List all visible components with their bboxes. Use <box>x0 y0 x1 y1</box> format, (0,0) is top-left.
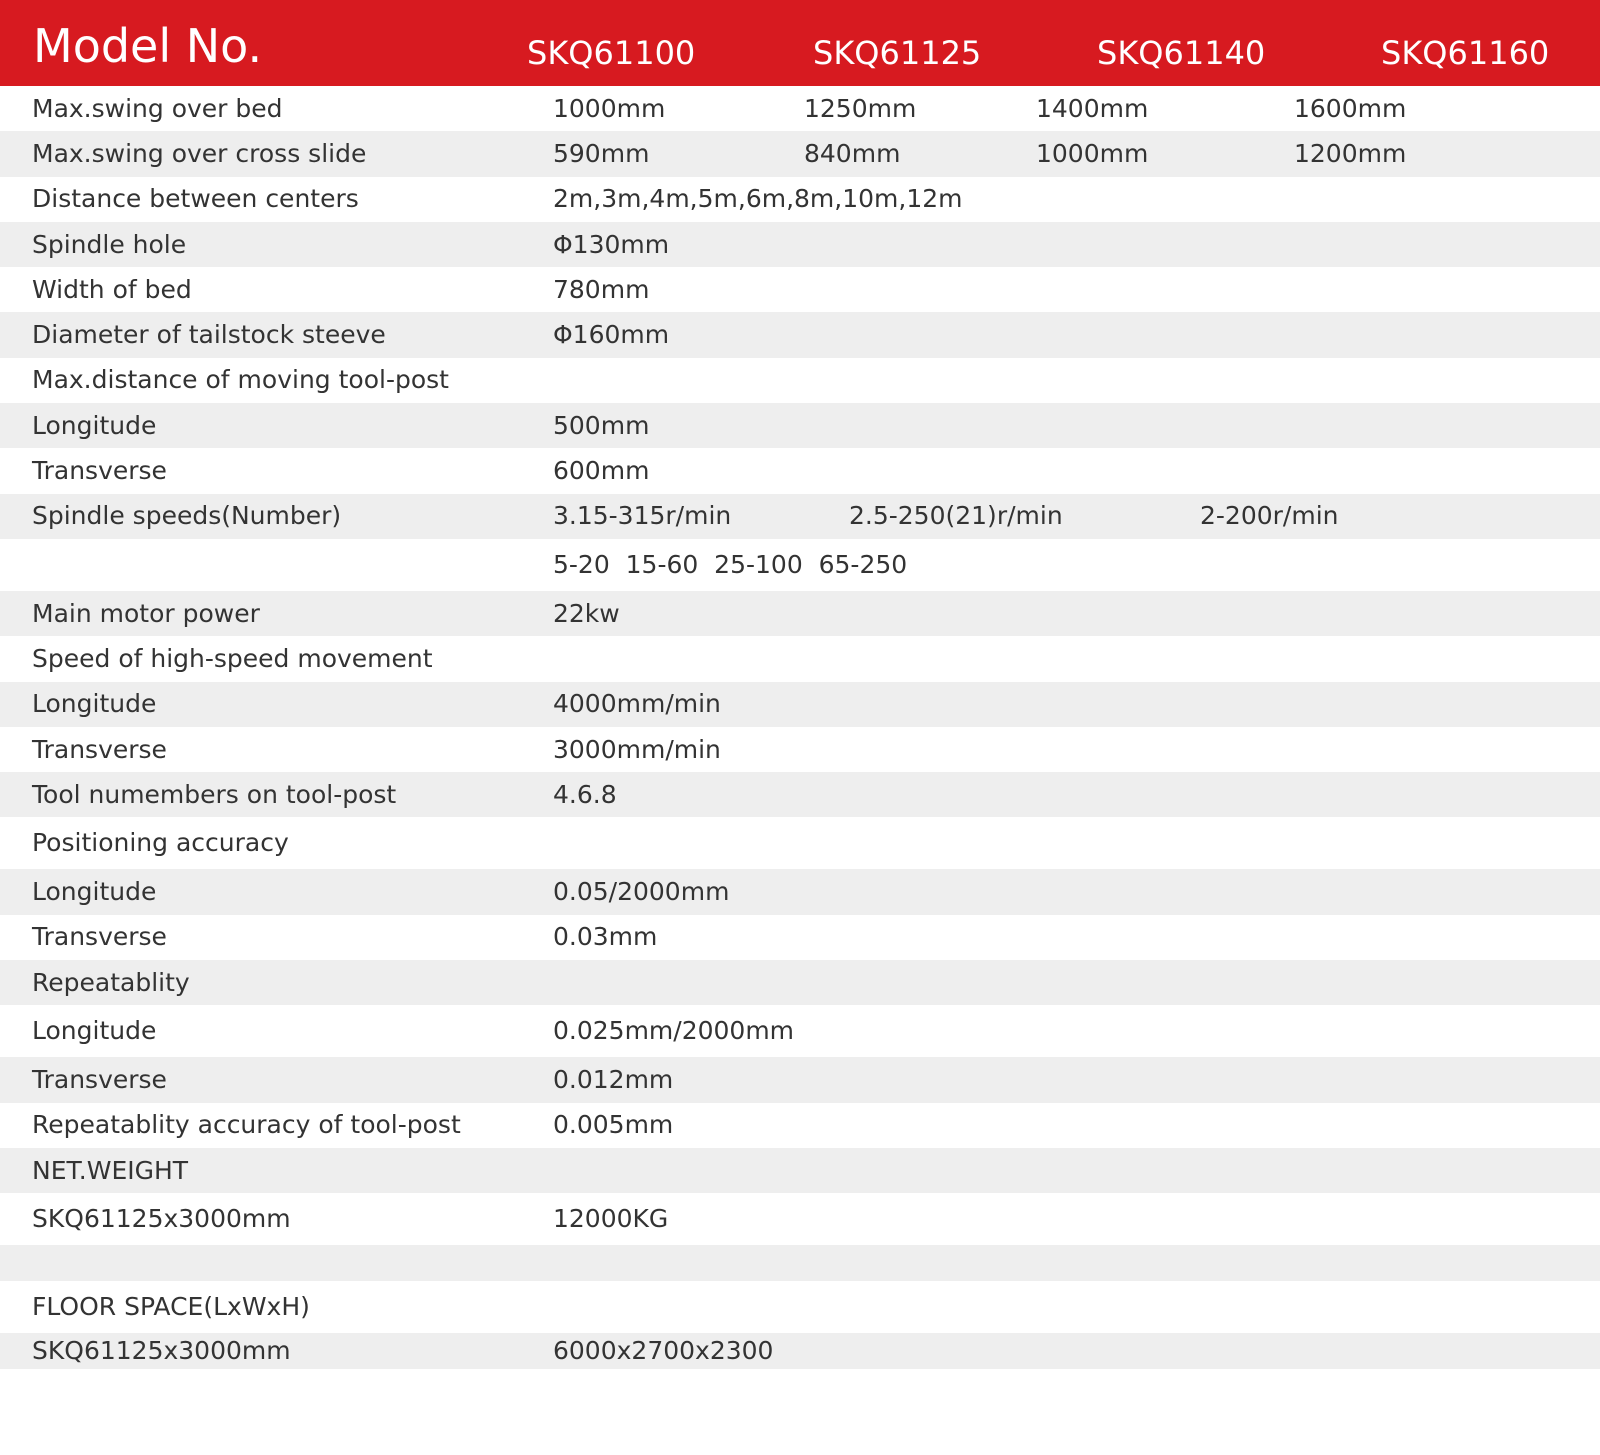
row-value: 1400mm <box>1036 93 1149 123</box>
row-value: 2.5-250(21)r/min <box>849 501 1063 531</box>
table-row <box>0 358 1600 403</box>
row-label: Longitude <box>32 877 157 907</box>
row-label: Max.distance of moving tool-post <box>32 365 449 395</box>
row-value: 590mm <box>553 138 650 168</box>
table-row <box>0 222 1600 267</box>
row-label: Max.swing over bed <box>32 93 283 123</box>
row-label: Transverse <box>32 456 167 486</box>
row-value: 0.005mm <box>553 1110 674 1140</box>
table-row <box>0 682 1600 727</box>
table-row <box>0 312 1600 357</box>
row-value: 500mm <box>553 410 650 440</box>
table-row <box>0 86 1600 131</box>
row-value: 2m,3m,4m,5m,6m,8m,10m,12m <box>553 184 963 214</box>
table-row <box>0 1005 1600 1057</box>
spec-table <box>0 86 1600 1369</box>
table-row <box>0 636 1600 681</box>
row-label: Positioning accuracy <box>32 828 289 858</box>
row-label: Longitude <box>32 410 157 440</box>
row-label: Tool numembers on tool-post <box>32 779 397 809</box>
row-label: Spindle speeds(Number) <box>32 501 342 531</box>
row-value: 3.15-315r/min <box>553 501 732 531</box>
row-label: Distance between centers <box>32 184 359 214</box>
table-row <box>0 494 1600 539</box>
row-label: Longitude <box>32 1016 157 1046</box>
row-label: Max.swing over cross slide <box>32 138 367 168</box>
table-row <box>0 1057 1600 1102</box>
table-row <box>0 1193 1600 1245</box>
row-label: Spindle hole <box>32 229 187 259</box>
model-no-heading: Model No. <box>33 19 263 73</box>
row-label: Repeatablity accuracy of tool-post <box>32 1110 461 1140</box>
row-value: 0.025mm/2000mm <box>553 1016 795 1046</box>
table-row <box>0 448 1600 493</box>
table-row <box>0 177 1600 222</box>
table-row <box>0 1281 1600 1333</box>
row-value: 840mm <box>804 138 901 168</box>
row-value: 12000KG <box>553 1204 669 1234</box>
row-value: 4.6.8 <box>553 779 617 809</box>
model-skq61100: SKQ61100 <box>527 34 696 72</box>
table-header <box>0 0 1600 86</box>
table-row <box>0 1245 1600 1281</box>
row-value: 1200mm <box>1294 138 1407 168</box>
row-value: Φ130mm <box>553 229 670 259</box>
row-label: SKQ61125x3000mm <box>32 1336 291 1366</box>
row-value: 2-200r/min <box>1200 501 1339 531</box>
row-label: Transverse <box>32 922 167 952</box>
row-label: Repeatablity <box>32 967 190 997</box>
row-value: 0.012mm <box>553 1064 674 1094</box>
row-label: Transverse <box>32 1064 167 1094</box>
row-label: Transverse <box>32 734 167 764</box>
table-row <box>0 817 1600 869</box>
row-value: 600mm <box>553 456 650 486</box>
row-value: 1600mm <box>1294 93 1407 123</box>
table-row <box>0 1148 1600 1193</box>
row-value: 5-20 15-60 25-100 65-250 <box>553 549 908 579</box>
table-row <box>0 915 1600 960</box>
model-skq61160: SKQ61160 <box>1381 34 1550 72</box>
row-value: Φ160mm <box>553 320 670 350</box>
table-row <box>0 1333 1600 1369</box>
row-label: Width of bed <box>32 274 192 304</box>
row-value: 1000mm <box>1036 138 1149 168</box>
row-value: 780mm <box>553 274 650 304</box>
table-row <box>0 131 1600 176</box>
row-value: 1000mm <box>553 93 666 123</box>
row-label: FLOOR SPACE(LxWxH) <box>32 1292 310 1322</box>
table-row <box>0 591 1600 636</box>
table-row <box>0 1103 1600 1148</box>
table-row <box>0 539 1600 591</box>
row-value: 22kw <box>553 598 620 628</box>
row-value: 6000x2700x2300 <box>553 1336 774 1366</box>
row-label: NET.WEIGHT <box>32 1155 189 1185</box>
row-value: 0.05/2000mm <box>553 877 730 907</box>
model-skq61140: SKQ61140 <box>1097 34 1266 72</box>
table-row <box>0 727 1600 772</box>
row-label: SKQ61125x3000mm <box>32 1204 291 1234</box>
model-skq61125: SKQ61125 <box>813 34 982 72</box>
row-value: 3000mm/min <box>553 734 721 764</box>
row-label: Longitude <box>32 689 157 719</box>
row-value: 1250mm <box>804 93 917 123</box>
table-row <box>0 869 1600 914</box>
table-row <box>0 772 1600 817</box>
table-row <box>0 267 1600 312</box>
table-row <box>0 960 1600 1005</box>
row-label: Speed of high-speed movement <box>32 643 433 673</box>
row-value: 4000mm/min <box>553 689 721 719</box>
table-row <box>0 403 1600 448</box>
row-value: 0.03mm <box>553 922 658 952</box>
row-label: Diameter of tailstock steeve <box>32 320 386 350</box>
row-label: Main motor power <box>32 598 260 628</box>
